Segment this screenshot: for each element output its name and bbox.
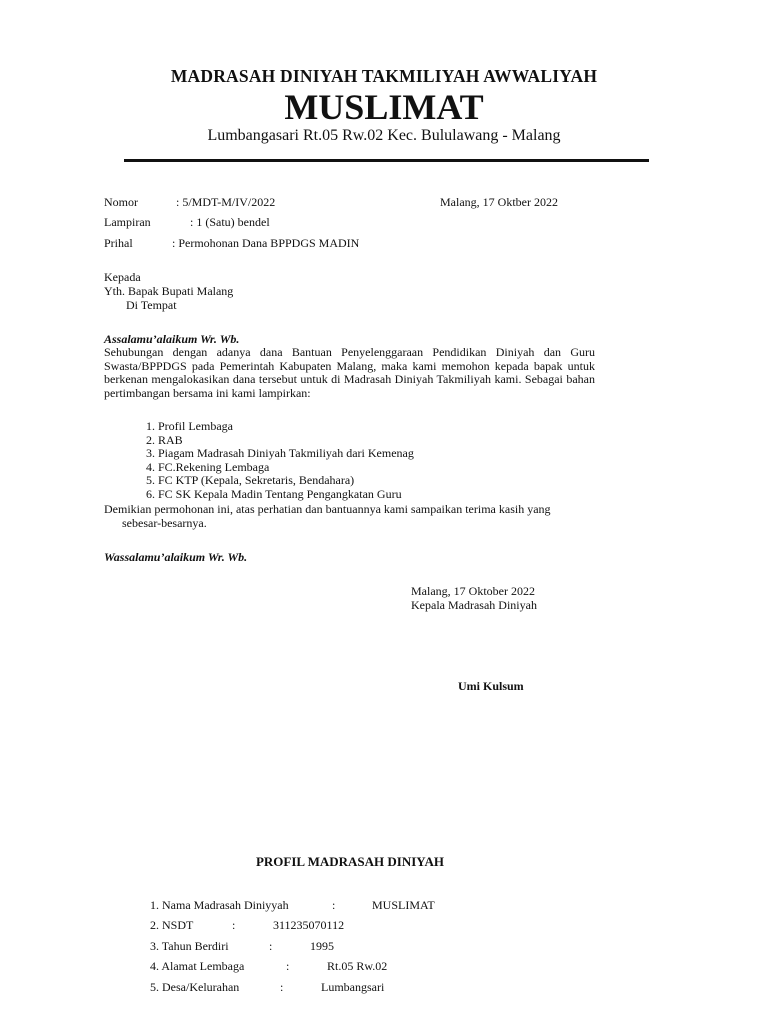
signatory-name: Umi Kulsum: [458, 679, 524, 693]
attachment-list: [146, 420, 414, 501]
profile-title: PROFIL MADRASAH DINIYAH: [255, 854, 445, 869]
recipient-name: Yth. Bapak Bupati Malang: [104, 284, 234, 298]
prihal-value: : Permohonan Dana BPPDGS MADIN: [172, 236, 360, 250]
body-paragraph: Sehubungan dengan adanya dana Bantuan Penyelenggaraan Pendidikan Diniyah dan Guru Swasta/BPPDGS pada Pemerintah Kabupaten Malang, maka kami memohon kepada bapak untuk berkenan mengalokasikan dana tersebut untuk di Madrasah Diniyah Takmiliyah kami. Sebagai bahan pertimbangan bersama ini kami lampirkan:: [104, 345, 595, 400]
profile-colon: :: [286, 959, 290, 973]
letterhead-name: MUSLIMAT: [284, 87, 484, 127]
signature-title: Kepala Madrasah Diniyah: [411, 598, 537, 612]
profile-value: 311235070112: [273, 918, 345, 932]
recipient-kepada: Kepada: [104, 270, 141, 284]
list-item: 5. FC KTP (Kepala, Sekretaris, Bendahara): [146, 473, 355, 487]
profile-label: 3. Tahun Berdiri: [150, 939, 229, 953]
list-item: 4. FC.Rekening Lembaga: [146, 459, 270, 474]
profile-label: 1. Nama Madrasah Diniyyah: [150, 898, 289, 912]
profile-value: 1995: [310, 939, 334, 953]
profile-label: 2. NSDT: [150, 918, 194, 932]
profile-colon: :: [232, 918, 236, 932]
closing-line-1: Demikian permohonan ini, atas perhatian dan bantuannya kami sampaikan terima kasih yang: [104, 502, 551, 516]
profile-value: Rt.05 Rw.02: [327, 959, 388, 973]
letterhead-divider: [124, 159, 649, 162]
list-item: 2. RAB: [146, 432, 183, 447]
recipient-place: Di Tempat: [126, 298, 177, 312]
letterhead-address: Lumbangasari Rt.05 Rw.02 Kec. Bululawang - Malang: [207, 127, 561, 144]
nomor-value: : 5/MDT-M/IV/2022: [176, 195, 276, 209]
closing-line-2: sebesar-besarnya.: [122, 516, 207, 530]
farewell: Wassalamu’alaikum Wr. Wb.: [104, 550, 248, 564]
letterhead-institution: MADRASAH DINIYAH TAKMILIYAH AWWALIYAH: [170, 66, 598, 86]
nomor-label: Nomor: [104, 195, 138, 209]
profile-colon: :: [280, 980, 284, 994]
profile-colon: :: [269, 939, 273, 953]
profile-value: MUSLIMAT: [372, 898, 435, 912]
lampiran-label: Lampiran: [104, 215, 151, 229]
signature-date: Malang, 17 Oktober 2022: [411, 584, 535, 598]
profile-label: 5. Desa/Kelurahan: [150, 980, 240, 994]
profile-value: Lumbangsari: [321, 980, 385, 994]
lampiran-value: : 1 (Satu) bendel: [190, 215, 270, 229]
list-item: 6. FC SK Kepala Madin Tentang Pengangkatan Guru: [146, 486, 402, 501]
list-item: 1. Profil Lembaga: [146, 419, 233, 433]
greeting: Assalamu’alaikum Wr. Wb.: [104, 332, 240, 346]
profile-colon: :: [332, 898, 336, 912]
list-item: 3. Piagam Madrasah Diniyah Takmiliyah dari Kemenag: [146, 446, 414, 460]
prihal-label: Prihal: [104, 236, 133, 250]
profile-label: 4. Alamat Lembaga: [150, 959, 245, 973]
letter-date: Malang, 17 Oktber 2022: [440, 195, 558, 209]
